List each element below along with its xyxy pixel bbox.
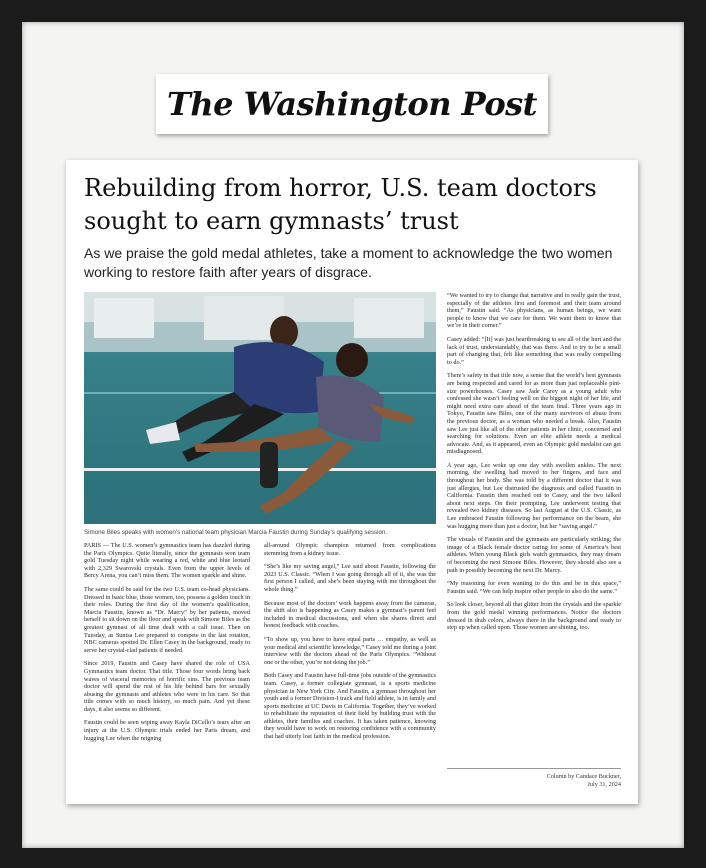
article-column-3 xyxy=(447,292,621,638)
paragraph: “We wanted to try to change that narrative and to really gain the trust, especially of the athletes first and foremost and their team around them,” Faustin said. “As physicians, as human beings, we want people to know that we care for them. We want them to know that we’re in their corner.” xyxy=(447,292,621,330)
byline-date: July 31, 2024 xyxy=(587,781,621,788)
subheadline: As we praise the gold medal athletes, take a moment to acknowledge the two women working to restore faith after years of disgrace. xyxy=(84,245,613,280)
paragraph: “To show up, you have to have equal parts … empathy, as well as your medical and scientific knowledge,” Casey told me during a joint interview with the doctors ahead of the Paris Olympics. “Without one or the other, you’re not doing the job.” xyxy=(264,635,436,666)
byline-author: Column by Candace Buckner, xyxy=(546,773,621,780)
paragraph: Faustin could be seen wiping away Kayla DiCello’s tears after an injury at the U.S. Olympic trials ended her Paris dream, and hugging Lee when the reigning xyxy=(84,719,250,742)
paragraph: Because most of the doctors’ work happens away from the cameras, the shift also is happening as Casey makes a gymnast’s parent feel included in medical discussions, and when she shares direct and honest feedback with coaches. xyxy=(264,599,436,630)
article-page xyxy=(66,160,638,804)
paragraph: PARIS — The U.S. women’s gymnastics team has dazzled during the Paris Olympics. Quite literally, since the gymnasts won team gold Tuesday night while wearing a red, white and blue leotard with 2,329 Swarovski crystals. Even from the upper levels of Bercy Arena, you can’t miss them. The women sparkle and shine. xyxy=(84,542,250,580)
paragraph: Both Casey and Faustin have full-time jobs outside of the gymnastics team. Casey, a former collegiate gymnast, is a sports medicine physician in New York City. And Faustin, a gymnast throughout her youth and a former Division-I track and field athlete, is in family and sports medicine at UC Davis in California. Together, they’ve worked to rehabilitate the reputation of their field by building trust with the athletes, their families and coaches. It has taken patience, knowing they would have to work on restoring confidence with a community that had utterly lost faith in the medical profession. xyxy=(264,672,436,741)
paragraph: “My reasoning for even wanting to do this and be in this space,” Faustin said. “We can help inspire other people to also do the same.” xyxy=(447,580,621,595)
headline: Rebuilding from horror, U.S. team doctors sought to earn gymnasts’ trust xyxy=(84,174,597,235)
paragraph: Since 2019, Faustin and Casey have shared the role of USA Gymnastics team doctor. That title. Those four words bring back waves of visceral memories of horrific sins. The previous team doctor will spend the rest of his life behind bars for sexually abusing the gymnasts and athletes who were in his care. So that title comes with so much history, so much pain. And yet these days, it also seems so different. xyxy=(84,660,250,713)
article-column-1 xyxy=(84,542,250,748)
masthead xyxy=(156,74,548,134)
photo-caption: Simone Biles speaks with women’s national team physician Marcia Faustin during Sunday’s qualifying session. xyxy=(84,529,388,536)
paragraph: There’s safety in that title now, a sense that the world’s best gymnasts are being respected and cared for as more than just replaceable pint-size powerhouses. Casey saw Jade Carey as a young adult who confessed she wasn’t feeling well on the biggest night of her life, and might need extra care ahead of the team final. Three years ago in Tokyo, Faustin saw Biles, one of the many survivors of abuse from the previous doctor, as a woman who needed a break. Also, Faustin saw Lee just like all of the other patients in her clinic, concerned and searching for solutions. Even an elite athlete needs a medical advocate. And, as it appeared, even an Olympic gold medalist can get misdiagnosed. xyxy=(447,372,621,456)
paragraph: Casey added: “[It] was just heartbreaking to see all of the hurt and the lack of trust, understandably, that was there. And to try to be a small part of changing that, felt like something that was really compelling to do.” xyxy=(447,335,621,366)
paragraph: So look closer, beyond all that glitter from the crystals and the sparkle from the gold medal winning performances. Notice the doctors dressed in drab colors, always there in the background and ready to step up when called upon. Those women are shining, too. xyxy=(447,601,621,632)
article-column-2 xyxy=(264,542,436,747)
paragraph: “She’s like my saving angel,” Lee said about Faustin, following the 2023 U.S. Classic. “When I was going through all of it, she was the first person I called, and she’s been staying with me throughout the whole thing.” xyxy=(264,563,436,593)
byline xyxy=(447,768,621,789)
masthead-logo: The Washington Post xyxy=(167,85,537,123)
paragraph: The same could be said for the two U.S. team co-head physicians. Dressed in basic blue, those women, too, possess a golden touch in their roles. During the first day of the women’s qualification, Marcia Faustin, known as “Dr. Marcy” by her patients, moved herself to sit down on the floor and speak with Simone Biles as the greatest gymnast of all time dealt with a calf issue. Then on Tuesday, as Sunisa Lee prepared to compete in the last rotation, NBC cameras spotted Dr. Ellen Casey in the background, ready to serve her crystal-clad patients if needed. xyxy=(84,585,250,654)
photo-image xyxy=(84,292,436,524)
paragraph: The visuals of Faustin and the gymnasts are particularly striking; the image of a Black female doctor caring for some of America’s best athletes. When young Black girls watch gymnastics, they may dream of becoming the next Simone Biles. However, they should also see a path in possibly becoming the next Dr. Marcy. xyxy=(447,536,621,574)
article-photo xyxy=(84,292,436,524)
paragraph: A year ago, Lee woke up one day with swollen ankles. The next morning, the swelling had moved to her fingers, and face and throughout her body. She was told by a different doctor that it was just allergies, but Lee distrusted the diagnosis and called Faustin in California. Faustin then reached out to Casey, and the two talked about next steps. On their prompting, Lee underwent testing that revealed two kidney diseases. So last August at the U.S. Classic, as Lee embraced Faustin following her performance on the beam, she was hugging more than just a doctor, but her “saving angel.” xyxy=(447,461,621,530)
paragraph: all-around Olympic champion returned from complications stemming from a kidney issue. xyxy=(264,542,436,557)
